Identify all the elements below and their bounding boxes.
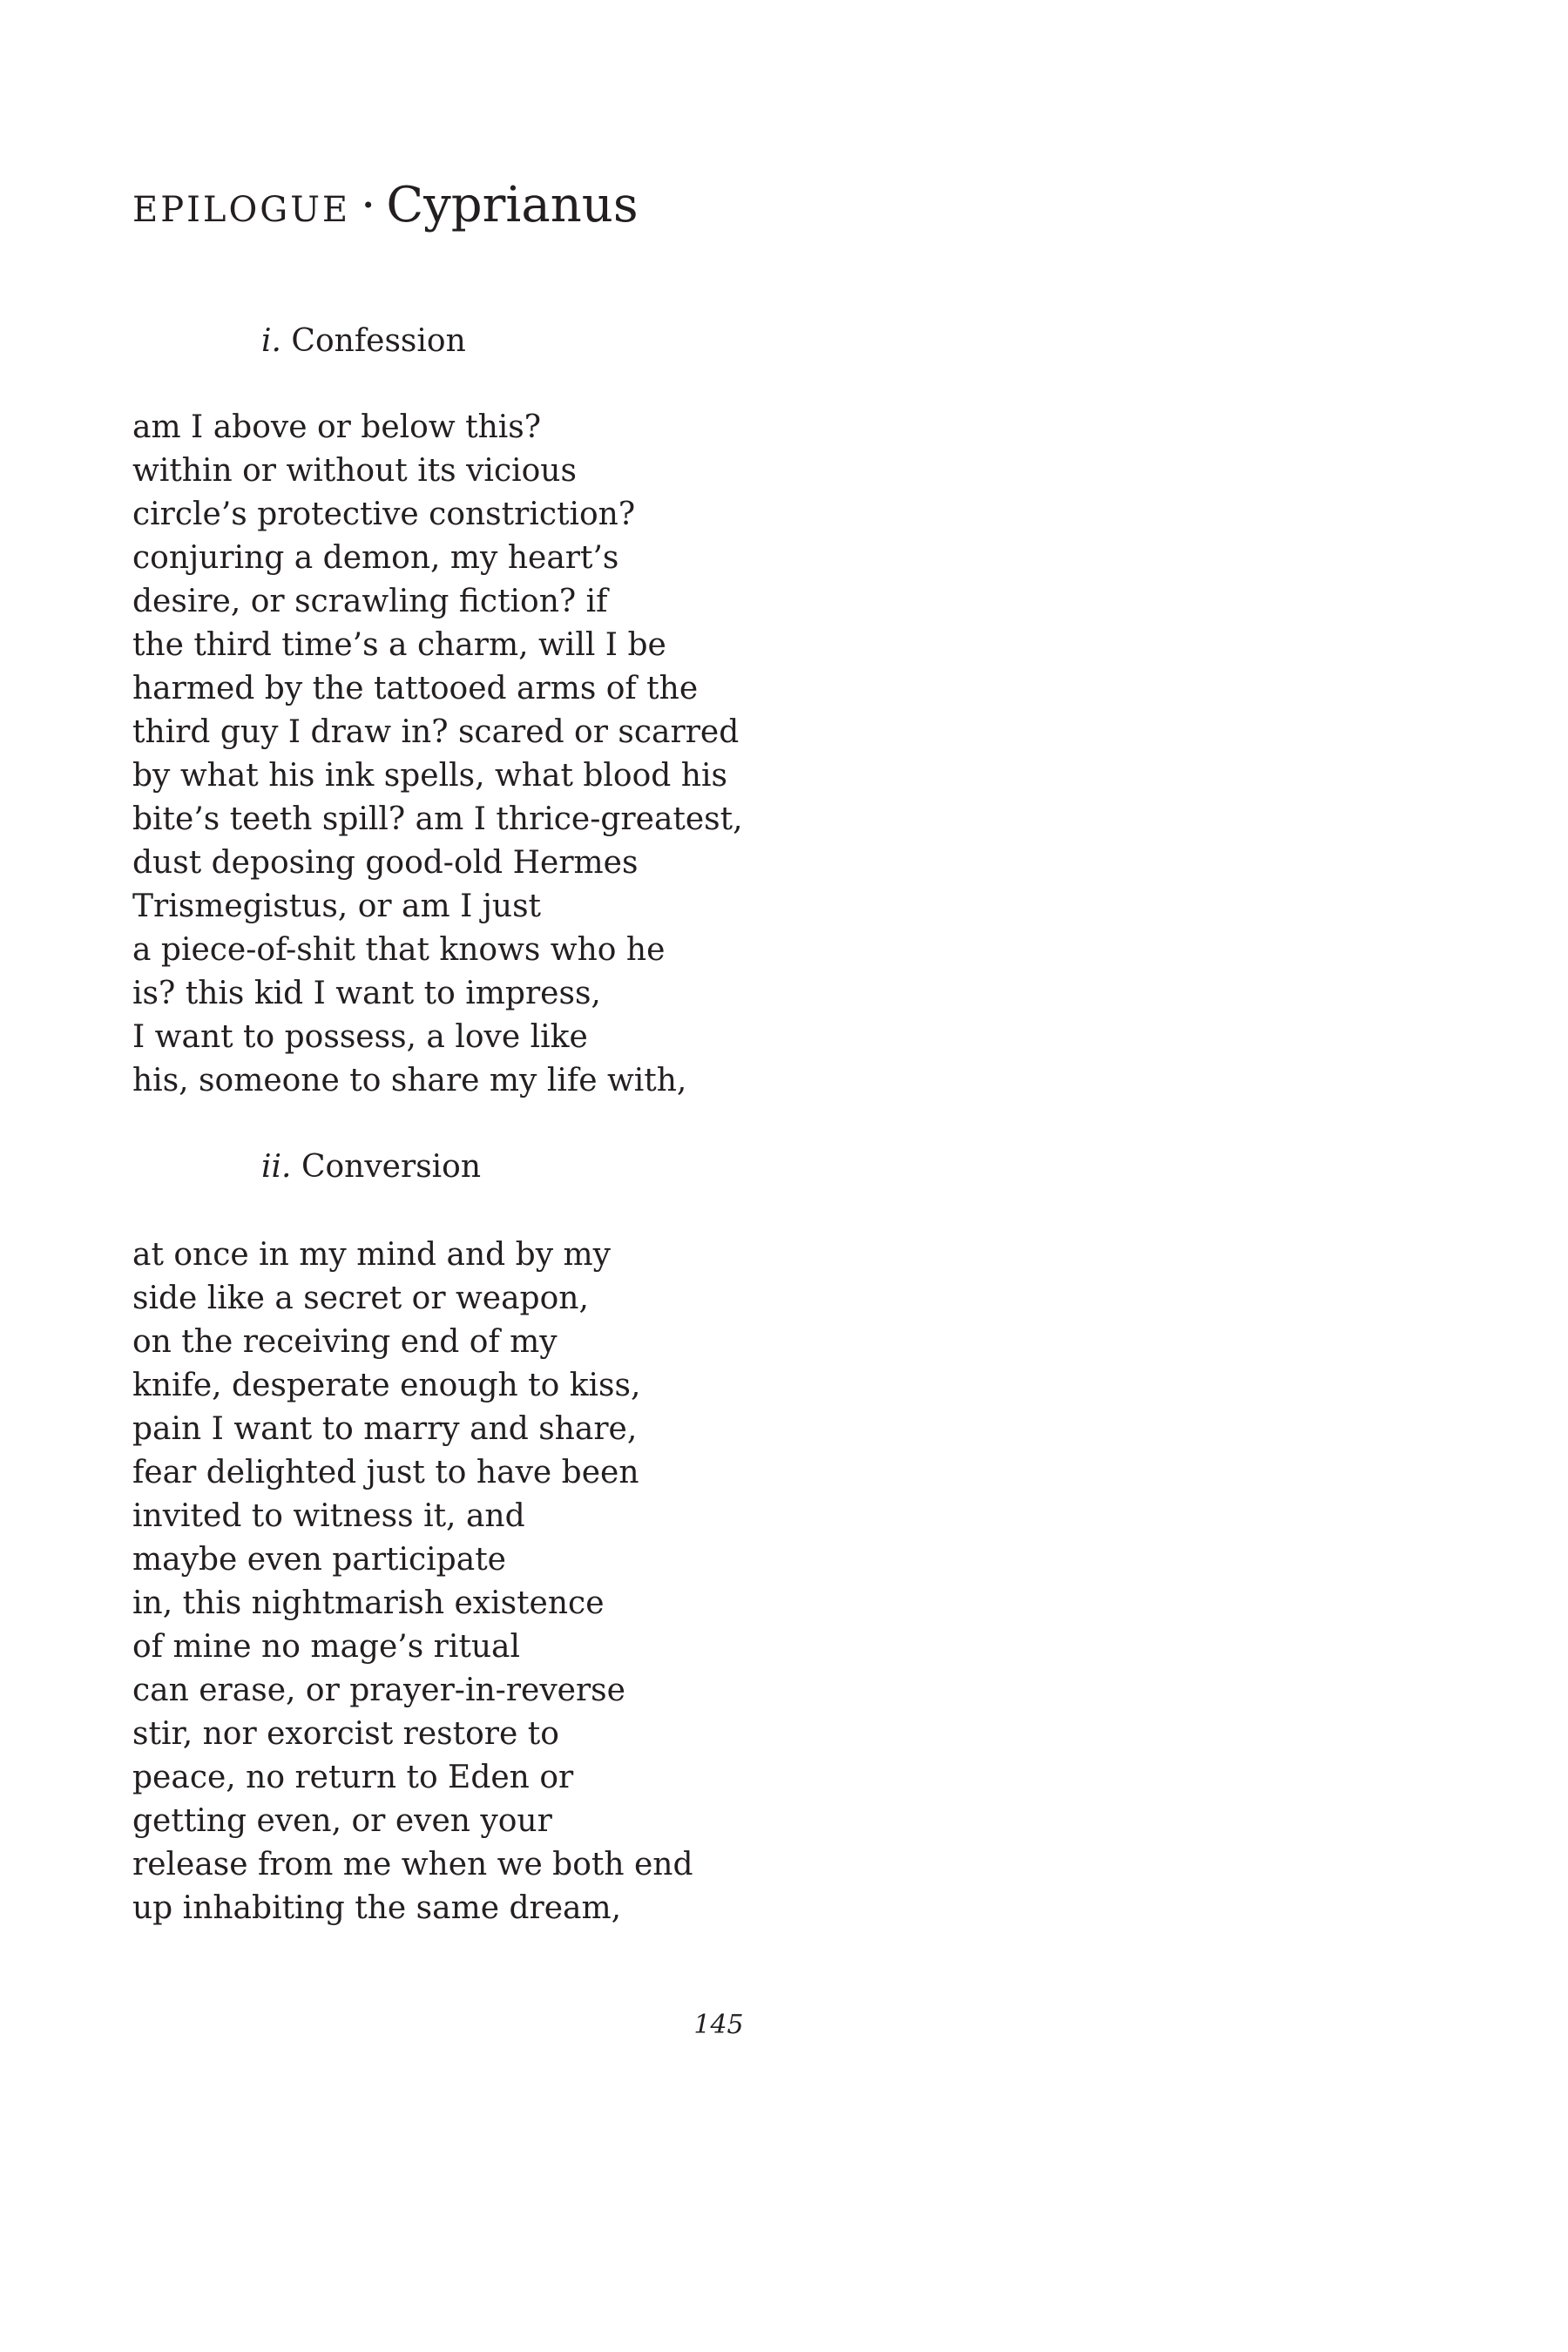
section-heading-conversion xyxy=(261,1149,482,1185)
poem-line: a piece-of-shit that knows who he xyxy=(132,932,666,968)
poem-line: stir, nor exorcist restore to xyxy=(132,1716,559,1752)
title-separator: · xyxy=(361,178,376,233)
poem-line: knife, desperate enough to kiss, xyxy=(132,1368,641,1403)
title-label: EPILOGUE xyxy=(132,190,351,230)
poem-line: getting even, or even your xyxy=(132,1803,552,1839)
poem-line: by what his ink spells, what blood his xyxy=(132,758,727,794)
poem-line: side like a secret or weapon, xyxy=(132,1281,589,1316)
title-name: Cyprianus xyxy=(386,177,639,233)
poem-line: third guy I draw in? scared or scarred xyxy=(132,714,740,750)
poem-line: harmed by the tattooed arms of the xyxy=(132,671,699,706)
poem-line: conjuring a demon, my heart’s xyxy=(132,540,619,576)
poem-line: peace, no return to Eden or xyxy=(132,1760,574,1795)
poem-line: am I above or below this? xyxy=(132,409,542,445)
stanza-conversion xyxy=(132,1233,693,1930)
poem-line: fear delighted just to have been xyxy=(132,1455,639,1490)
poem-line: circle’s protective constriction? xyxy=(132,497,636,532)
poem-line: on the receiving end of my xyxy=(132,1324,558,1360)
poem-line: dust deposing good-old Hermes xyxy=(132,845,639,881)
poem-line: in, this nightmarish existence xyxy=(132,1585,605,1621)
poem-line: I want to possess, a love like xyxy=(132,1019,588,1055)
poem-line: Trismegistus, or am I just xyxy=(132,889,542,924)
poem-line: up inhabiting the same dream, xyxy=(132,1890,622,1926)
poem-line: his, someone to share my life with, xyxy=(132,1063,687,1098)
poem-line: is? this kid I want to impress, xyxy=(132,976,601,1011)
section-number: i. xyxy=(261,323,281,359)
poem-line: within or without its vicious xyxy=(132,453,577,489)
poem-line: of mine no mage’s ritual xyxy=(132,1629,520,1665)
section-heading-confession xyxy=(261,323,466,359)
poem-line: bite’s teeth spill? am I thrice-greatest, xyxy=(132,801,743,837)
poem-line: release from me when we both end xyxy=(132,1847,693,1882)
poem-line: maybe even participate xyxy=(132,1542,506,1578)
poem-line: invited to witness it, and xyxy=(132,1498,525,1534)
poem-line: can erase, or prayer-in-reverse xyxy=(132,1673,625,1708)
section-number: ii. xyxy=(261,1149,292,1185)
stanza-confession xyxy=(132,406,743,1103)
section-title: Confession xyxy=(291,323,466,359)
poem-line: the third time’s a charm, will I be xyxy=(132,627,666,663)
page-title xyxy=(132,177,639,233)
section-title: Conversion xyxy=(301,1149,482,1185)
page-number: 145 xyxy=(693,2010,744,2040)
poem-line: pain I want to marry and share, xyxy=(132,1411,638,1447)
poem-line: desire, or scrawling fiction? if xyxy=(132,584,608,619)
poem-line: at once in my mind and by my xyxy=(132,1237,611,1273)
